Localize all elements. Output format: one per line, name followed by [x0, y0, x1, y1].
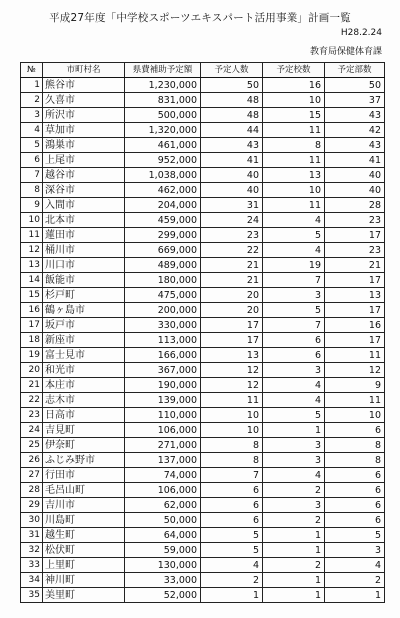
cell-municipality: 行田市 [43, 468, 125, 483]
cell-municipality: 松伏町 [43, 543, 125, 558]
table-row [21, 93, 385, 108]
table-row [21, 183, 385, 198]
cell-budget: 52,000 [125, 588, 201, 603]
cell-no: 6 [21, 153, 43, 168]
cell-budget: 1,038,000 [125, 168, 201, 183]
cell-budget: 137,000 [125, 453, 201, 468]
cell-schools: 3 [263, 453, 325, 468]
cell-people: 20 [201, 303, 263, 318]
cell-no: 1 [21, 78, 43, 93]
cell-municipality: 久喜市 [43, 93, 125, 108]
table-row [21, 588, 385, 603]
cell-budget: 166,000 [125, 348, 201, 363]
cell-municipality: 坂戸市 [43, 318, 125, 333]
cell-no: 32 [21, 543, 43, 558]
cell-schools: 4 [263, 378, 325, 393]
cell-schools: 1 [263, 543, 325, 558]
cell-municipality: 富士見市 [43, 348, 125, 363]
cell-no: 16 [21, 303, 43, 318]
cell-people: 44 [201, 123, 263, 138]
cell-budget: 669,000 [125, 243, 201, 258]
cell-budget: 500,000 [125, 108, 201, 123]
cell-clubs: 6 [325, 423, 385, 438]
cell-schools: 4 [263, 213, 325, 228]
cell-schools: 1 [263, 528, 325, 543]
cell-no: 10 [21, 213, 43, 228]
table-body [21, 78, 385, 603]
cell-municipality: 本庄市 [43, 378, 125, 393]
header-budget: 県費補助予定額 [125, 63, 201, 78]
cell-no: 25 [21, 438, 43, 453]
cell-no: 8 [21, 183, 43, 198]
table-row [21, 318, 385, 333]
cell-budget: 204,000 [125, 198, 201, 213]
cell-schools: 1 [263, 423, 325, 438]
cell-people: 6 [201, 498, 263, 513]
cell-clubs: 37 [325, 93, 385, 108]
cell-no: 18 [21, 333, 43, 348]
table-row [21, 258, 385, 273]
cell-clubs: 1 [325, 588, 385, 603]
header-municipality: 市町村名 [43, 63, 125, 78]
cell-people: 7 [201, 468, 263, 483]
table-row [21, 348, 385, 363]
cell-no: 33 [21, 558, 43, 573]
cell-people: 5 [201, 528, 263, 543]
cell-schools: 19 [263, 258, 325, 273]
cell-schools: 3 [263, 438, 325, 453]
cell-budget: 33,000 [125, 573, 201, 588]
cell-no: 4 [21, 123, 43, 138]
cell-budget: 62,000 [125, 498, 201, 513]
cell-no: 19 [21, 348, 43, 363]
table-row [21, 468, 385, 483]
cell-municipality: 鴻巣市 [43, 138, 125, 153]
cell-people: 21 [201, 258, 263, 273]
table-row [21, 558, 385, 573]
cell-people: 2 [201, 573, 263, 588]
cell-municipality: 毛呂山町 [43, 483, 125, 498]
cell-people: 11 [201, 393, 263, 408]
cell-clubs: 5 [325, 528, 385, 543]
cell-schools: 6 [263, 348, 325, 363]
cell-clubs: 41 [325, 153, 385, 168]
header-people: 予定人数 [201, 63, 263, 78]
cell-clubs: 13 [325, 288, 385, 303]
cell-schools: 16 [263, 78, 325, 93]
cell-budget: 475,000 [125, 288, 201, 303]
cell-people: 12 [201, 378, 263, 393]
cell-no: 17 [21, 318, 43, 333]
cell-budget: 106,000 [125, 423, 201, 438]
cell-budget: 64,000 [125, 528, 201, 543]
cell-municipality: 所沢市 [43, 108, 125, 123]
table-row [21, 138, 385, 153]
cell-no: 3 [21, 108, 43, 123]
department-name: 教育局保健体育課 [309, 47, 382, 57]
cell-people: 48 [201, 108, 263, 123]
cell-municipality: 吉川市 [43, 498, 125, 513]
cell-schools: 1 [263, 588, 325, 603]
cell-people: 17 [201, 318, 263, 333]
table-row [21, 243, 385, 258]
cell-schools: 4 [263, 393, 325, 408]
cell-budget: 180,000 [125, 273, 201, 288]
table-row [21, 408, 385, 423]
cell-clubs: 6 [325, 483, 385, 498]
table-row [21, 333, 385, 348]
cell-budget: 330,000 [125, 318, 201, 333]
cell-municipality: 吉見町 [43, 423, 125, 438]
cell-budget: 59,000 [125, 543, 201, 558]
cell-clubs: 3 [325, 543, 385, 558]
cell-clubs: 28 [325, 198, 385, 213]
cell-schools: 4 [263, 243, 325, 258]
cell-clubs: 10 [325, 408, 385, 423]
cell-schools: 8 [263, 138, 325, 153]
cell-clubs: 40 [325, 183, 385, 198]
cell-budget: 459,000 [125, 213, 201, 228]
cell-municipality: 越生町 [43, 528, 125, 543]
cell-no: 28 [21, 483, 43, 498]
cell-municipality: 桶川市 [43, 243, 125, 258]
cell-schools: 11 [263, 153, 325, 168]
cell-people: 41 [201, 153, 263, 168]
table-row [21, 108, 385, 123]
cell-no: 11 [21, 228, 43, 243]
table-row [21, 438, 385, 453]
table-row [21, 228, 385, 243]
cell-schools: 10 [263, 93, 325, 108]
cell-people: 50 [201, 78, 263, 93]
cell-municipality: 上尾市 [43, 153, 125, 168]
cell-no: 9 [21, 198, 43, 213]
table-row [21, 303, 385, 318]
table-row [21, 513, 385, 528]
cell-no: 14 [21, 273, 43, 288]
cell-clubs: 2 [325, 573, 385, 588]
plan-table [20, 62, 385, 603]
header-no: № [21, 63, 43, 78]
cell-clubs: 21 [325, 258, 385, 273]
cell-municipality: 日高市 [43, 408, 125, 423]
cell-clubs: 23 [325, 213, 385, 228]
cell-clubs: 16 [325, 318, 385, 333]
cell-municipality: 越谷市 [43, 168, 125, 183]
cell-people: 24 [201, 213, 263, 228]
cell-budget: 130,000 [125, 558, 201, 573]
cell-schools: 3 [263, 288, 325, 303]
cell-budget: 1,230,000 [125, 78, 201, 93]
cell-no: 30 [21, 513, 43, 528]
cell-people: 8 [201, 438, 263, 453]
cell-schools: 2 [263, 558, 325, 573]
cell-municipality: 伊奈町 [43, 438, 125, 453]
cell-schools: 11 [263, 123, 325, 138]
cell-people: 10 [201, 423, 263, 438]
cell-no: 31 [21, 528, 43, 543]
table-row [21, 423, 385, 438]
header-schools: 予定校数 [263, 63, 325, 78]
table-row [21, 483, 385, 498]
cell-clubs: 11 [325, 393, 385, 408]
document-date: H28.2.24 [340, 28, 382, 38]
cell-municipality: 神川町 [43, 573, 125, 588]
cell-budget: 50,000 [125, 513, 201, 528]
cell-clubs: 11 [325, 348, 385, 363]
cell-clubs: 17 [325, 273, 385, 288]
table-row [21, 273, 385, 288]
cell-budget: 271,000 [125, 438, 201, 453]
cell-municipality: 深谷市 [43, 183, 125, 198]
cell-people: 40 [201, 183, 263, 198]
cell-budget: 952,000 [125, 153, 201, 168]
cell-people: 17 [201, 333, 263, 348]
cell-people: 20 [201, 288, 263, 303]
cell-no: 12 [21, 243, 43, 258]
cell-clubs: 8 [325, 438, 385, 453]
cell-clubs: 17 [325, 333, 385, 348]
cell-schools: 5 [263, 408, 325, 423]
cell-schools: 5 [263, 228, 325, 243]
cell-clubs: 8 [325, 453, 385, 468]
cell-municipality: 和光市 [43, 363, 125, 378]
cell-clubs: 43 [325, 108, 385, 123]
table-header-row [21, 63, 385, 78]
table-row [21, 378, 385, 393]
cell-clubs: 23 [325, 243, 385, 258]
cell-schools: 6 [263, 333, 325, 348]
cell-budget: 489,000 [125, 258, 201, 273]
table-row [21, 213, 385, 228]
table-row [21, 543, 385, 558]
cell-people: 21 [201, 273, 263, 288]
cell-municipality: 川口市 [43, 258, 125, 273]
cell-budget: 200,000 [125, 303, 201, 318]
cell-no: 26 [21, 453, 43, 468]
table-row [21, 123, 385, 138]
cell-municipality: 熊谷市 [43, 78, 125, 93]
cell-budget: 831,000 [125, 93, 201, 108]
cell-no: 24 [21, 423, 43, 438]
table-row [21, 528, 385, 543]
cell-schools: 13 [263, 168, 325, 183]
cell-schools: 11 [263, 198, 325, 213]
cell-clubs: 42 [325, 123, 385, 138]
cell-municipality: 草加市 [43, 123, 125, 138]
cell-people: 22 [201, 243, 263, 258]
cell-clubs: 17 [325, 303, 385, 318]
cell-municipality: 蓮田市 [43, 228, 125, 243]
cell-municipality: 川島町 [43, 513, 125, 528]
cell-people: 12 [201, 363, 263, 378]
cell-schools: 3 [263, 363, 325, 378]
cell-no: 20 [21, 363, 43, 378]
cell-clubs: 6 [325, 498, 385, 513]
cell-no: 7 [21, 168, 43, 183]
cell-municipality: 北本市 [43, 213, 125, 228]
cell-people: 31 [201, 198, 263, 213]
cell-schools: 2 [263, 513, 325, 528]
cell-no: 27 [21, 468, 43, 483]
cell-budget: 367,000 [125, 363, 201, 378]
cell-municipality: 美里町 [43, 588, 125, 603]
cell-clubs: 6 [325, 513, 385, 528]
cell-municipality: 杉戸町 [43, 288, 125, 303]
cell-schools: 7 [263, 318, 325, 333]
cell-people: 23 [201, 228, 263, 243]
cell-schools: 5 [263, 303, 325, 318]
header-clubs: 予定部数 [325, 63, 385, 78]
cell-people: 48 [201, 93, 263, 108]
cell-no: 5 [21, 138, 43, 153]
cell-schools: 3 [263, 498, 325, 513]
cell-municipality: 新座市 [43, 333, 125, 348]
cell-clubs: 9 [325, 378, 385, 393]
cell-municipality: 志木市 [43, 393, 125, 408]
cell-schools: 10 [263, 183, 325, 198]
cell-no: 23 [21, 408, 43, 423]
cell-schools: 15 [263, 108, 325, 123]
document-title: 平成27年度「中学校スポーツエキスパート活用事業」計画一覧 [49, 12, 351, 24]
table-row [21, 78, 385, 93]
cell-budget: 106,000 [125, 483, 201, 498]
cell-people: 8 [201, 453, 263, 468]
table-row [21, 288, 385, 303]
cell-no: 21 [21, 378, 43, 393]
cell-budget: 299,000 [125, 228, 201, 243]
cell-people: 4 [201, 558, 263, 573]
table-row [21, 153, 385, 168]
table-row [21, 198, 385, 213]
cell-no: 22 [21, 393, 43, 408]
cell-people: 10 [201, 408, 263, 423]
cell-municipality: 飯能市 [43, 273, 125, 288]
cell-people: 6 [201, 513, 263, 528]
cell-no: 13 [21, 258, 43, 273]
cell-clubs: 50 [325, 78, 385, 93]
table-row [21, 498, 385, 513]
cell-people: 40 [201, 168, 263, 183]
cell-no: 34 [21, 573, 43, 588]
cell-budget: 461,000 [125, 138, 201, 153]
cell-budget: 139,000 [125, 393, 201, 408]
table-row [21, 168, 385, 183]
cell-clubs: 4 [325, 558, 385, 573]
cell-schools: 7 [263, 273, 325, 288]
cell-schools: 4 [263, 468, 325, 483]
table-row [21, 393, 385, 408]
cell-no: 35 [21, 588, 43, 603]
cell-schools: 1 [263, 573, 325, 588]
cell-no: 15 [21, 288, 43, 303]
cell-schools: 2 [263, 483, 325, 498]
cell-budget: 113,000 [125, 333, 201, 348]
table-row [21, 453, 385, 468]
cell-people: 5 [201, 543, 263, 558]
cell-budget: 462,000 [125, 183, 201, 198]
cell-clubs: 43 [325, 138, 385, 153]
cell-budget: 1,320,000 [125, 123, 201, 138]
cell-no: 2 [21, 93, 43, 108]
cell-budget: 110,000 [125, 408, 201, 423]
cell-clubs: 17 [325, 228, 385, 243]
table-row [21, 573, 385, 588]
cell-municipality: 上里町 [43, 558, 125, 573]
cell-municipality: 入間市 [43, 198, 125, 213]
table-row [21, 363, 385, 378]
cell-municipality: 鶴ヶ島市 [43, 303, 125, 318]
cell-people: 6 [201, 483, 263, 498]
cell-clubs: 40 [325, 168, 385, 183]
cell-people: 43 [201, 138, 263, 153]
cell-clubs: 6 [325, 468, 385, 483]
cell-budget: 74,000 [125, 468, 201, 483]
cell-people: 1 [201, 588, 263, 603]
cell-municipality: ふじみ野市 [43, 453, 125, 468]
cell-budget: 190,000 [125, 378, 201, 393]
cell-no: 29 [21, 498, 43, 513]
cell-people: 13 [201, 348, 263, 363]
cell-clubs: 12 [325, 363, 385, 378]
